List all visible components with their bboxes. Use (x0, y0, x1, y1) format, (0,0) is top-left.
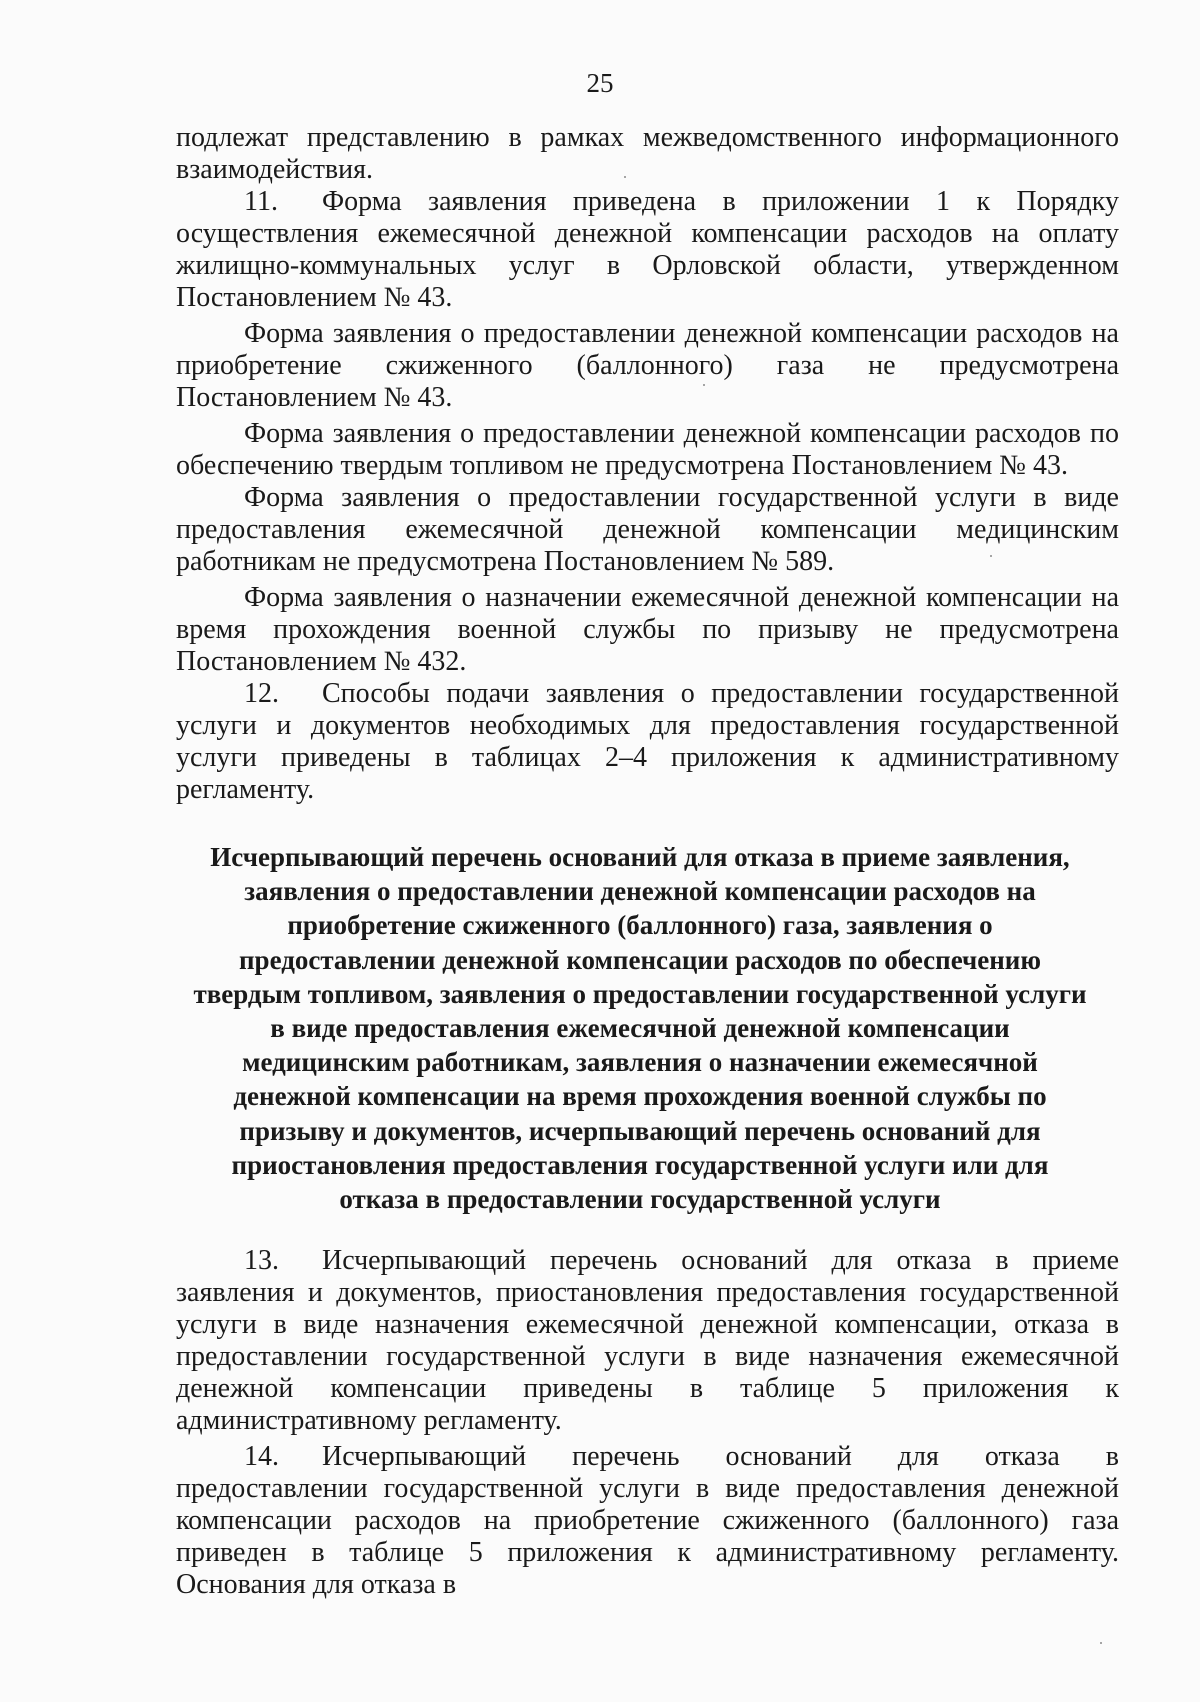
paragraph-text: Исчерпывающий перечень оснований для отказа в приеме заявления и документов, приостановления предоставления государственной услуги в виде назначения ежемесячной денежной компенсации, отказа в предоставлении государственной услуги в виде назначения ежемесячной денежной компенсации приведены в таблице 5 приложения к административному регламенту. (176, 1245, 1119, 1436)
paragraph-text: Исчерпывающий перечень оснований для отказа в предоставлении государственной услуги в виде предоставления денежной компенсации расходов на приобретение сжиженного (баллонного) газа приведен в таблице 5 приложения к административному регламенту. Основания для отказа в (176, 1441, 1119, 1600)
paragraph-text: Способы подачи заявления о предоставлении государственной услуги и документов необходимых для предоставления государственной услуги приведены в таблицах 2–4 приложения к административному регламенту. (176, 678, 1119, 805)
paragraph-number: 11. (244, 186, 278, 217)
paragraph-fuel-form: Форма заявления о предоставлении денежной компенсации расходов по обеспечению твердым топливом не предусмотрена Постановлением № 43. (176, 418, 1119, 481)
paragraph-13 (176, 1245, 1119, 1437)
heading-line: отказа в предоставлении государственной услуги (339, 1184, 941, 1215)
paragraph-12 (176, 678, 1119, 806)
paragraph-intro: подлежат представлению в рамках межведомственного информационного взаимодействия. (176, 122, 1119, 185)
scan-speck (624, 176, 626, 178)
body-text-bottom (176, 1245, 1119, 1601)
scan-speck (990, 555, 992, 557)
scan-speck (1100, 1642, 1102, 1644)
heading-line: призыву и документов, исчерпывающий перечень оснований для (239, 1115, 1041, 1146)
heading-line: медицинским работникам, заявления о назначении ежемесячной (242, 1047, 1038, 1078)
heading-line: приостановления предоставления государственной услуги или для (231, 1149, 1049, 1180)
body-text-top (176, 122, 1119, 806)
paragraph-14 (176, 1441, 1119, 1601)
paragraph-medical-form: Форма заявления о предоставлении государственной услуги в виде предоставления ежемесячной денежной компенсации медицинским работникам не предусмотрена Постановлением № 589. (176, 482, 1119, 577)
heading-line: денежной компенсации на время прохождения военной службы по (233, 1081, 1047, 1112)
page-number: 25 (586, 68, 614, 98)
heading-line: Исчерпывающий перечень оснований для отказа в приеме заявления, (210, 842, 1070, 872)
heading-line: твердым топливом, заявления о предоставлении государственной услуги (193, 978, 1087, 1009)
paragraph-number: 12. (244, 678, 279, 709)
paragraph-text: Форма заявления приведена в приложении 1 к Порядку осуществления ежемесячной денежной компенсации расходов на оплату жилищно-коммунальных услуг в Орловской области, утвержденном Постановлением № 43. (176, 186, 1119, 313)
section-heading (160, 840, 1120, 1216)
heading-line: заявления о предоставлении денежной компенсации расходов на (244, 876, 1036, 907)
paragraph-gas-form: Форма заявления о предоставлении денежной компенсации расходов на приобретение сжиженного (баллонного) газа не предусмотрена Постановлением № 43. (176, 318, 1119, 413)
paragraph-military-form: Форма заявления о назначении ежемесячной денежной компенсации на время прохождения военной службы по призыву не предусмотрена Постановлением № 432. (176, 582, 1119, 677)
heading-line: в виде предоставления ежемесячной денежной компенсации (270, 1013, 1010, 1044)
paragraph-number: 13. (244, 1245, 279, 1276)
paragraph-number: 14. (244, 1441, 279, 1472)
scan-speck (703, 384, 705, 386)
paragraph-11 (176, 186, 1119, 314)
heading-line: приобретение сжиженного (баллонного) газа, заявления о (287, 910, 993, 941)
heading-line: предоставлении денежной компенсации расходов по обеспечению (239, 944, 1041, 975)
